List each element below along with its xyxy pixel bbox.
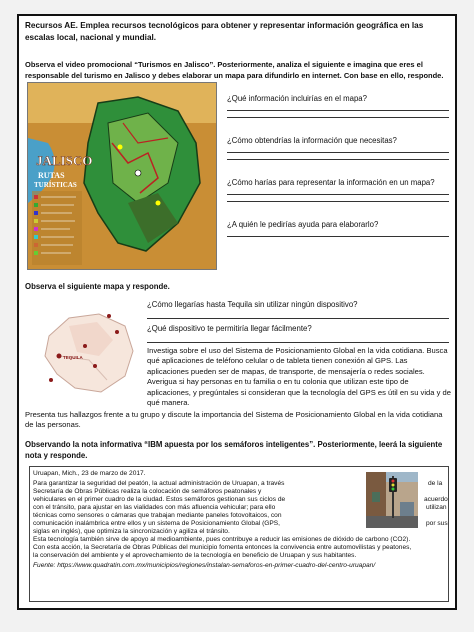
news-line: comunicación inalámbrica entre ellos y un sistema de Posicionamiento Global (GPS, [33,520,281,527]
answer-line[interactable] [227,236,449,237]
answer-line[interactable] [227,152,449,153]
news-line: Secretaría de Obras Públicas realiza la colocación de semáforos peatonales y [33,488,262,495]
answer-line[interactable] [227,201,449,202]
traffic-light-photo [366,472,418,528]
news-side-word: utilizan [426,504,447,511]
intro-heading: Recursos AE. Emplea recursos tecnológicos para obtener y representar información geográfica en las escalas local, nacional y mundial. [25,21,424,42]
map1-subtitle-1: RUTAS [38,171,65,180]
question-3: ¿Cómo harías para representar la información en un mapa? [227,178,435,187]
street-photo-graphic [366,472,418,528]
present-findings-paragraph: Presenta tus hallazgos frente a tu grupo y discute la importancia del Sistema de Posicionamiento Global en la vida cotidiana de las personas. [25,410,443,430]
news-source: Fuente: https://www.quadratin.com.mx/municipios/regiones/instalan-semaforos-en-primer-cuadro-del-centro-uruapan/ [33,562,376,569]
question-2: ¿Cómo obtendrías la información que necesitas? [227,136,397,145]
question-block [227,178,449,220]
answer-line[interactable] [227,159,449,160]
news-line: Esta tecnología también sirve de apoyo al medioambiente, pues contribuye a reducir las emisiones de dióxido de carbono (CO2). [33,536,411,543]
task2-instructions: Observa el siguiente mapa y responde. [25,282,170,291]
question2-2: ¿Qué dispositivo te permitiría llegar fácilmente? [147,324,312,333]
news-dateline: Uruapan, Mich., 23 de marzo de 2017. [33,470,146,477]
jalisco-map-graphic [28,83,216,269]
news-line: técnicas como sensores o cámaras que trabajan mediante paneles fotovoltaicos, con [33,512,282,519]
map1-title: JALISCO [36,153,93,168]
map2-place-label: TEQUILA [63,355,83,360]
answer-line[interactable] [147,318,449,319]
jalisco-tourism-map [27,82,217,270]
question-1: ¿Qué información incluirías en el mapa? [227,94,367,103]
news-line: con el tránsito, para ajustar en las vialidades con más afluencia vehicular; para ello [33,504,276,511]
answer-line[interactable] [227,117,449,118]
news-side-word: acuerdo [424,496,448,503]
news-side-word: de la [428,480,443,487]
answer-line[interactable] [147,342,449,343]
tequila-route-map [29,296,143,406]
question-block [227,136,449,178]
news-line: vehiculares en el primer cuadro de la ciudad. Estos semáforos gestionan sus ciclos de [33,496,286,503]
gps-research-paragraph: Investiga sobre el uso del Sistema de Posicionamiento Global en la vida cotidiana. Busca qué aplicaciones de teléfono celular o de tableta tienen conexión al GPS. Las aplicaciones pueden ser de mapas, de transporte, de mensajería o redes sociales. Averigua si hay personas en tu familia o en tu colonia que utilizan este tipo de aplicaciones, y pregúntales si consideran que la tecnología del GPS es útil en su vida y de qué manera. [147,346,451,408]
answer-line[interactable] [227,110,449,111]
tequila-map-graphic [29,296,143,406]
task1-instructions: Observa el video promocional “Turismos en Jalisco”. Posteriormente, analiza el siguiente e imagina que eres el responsable del turismo en Jalisco y debes elaborar un mapa para difundirlo en internet. Con base en ello, responde. [25,60,444,80]
news-article-box [29,466,449,602]
question-4: ¿A quién le pedirías ayuda para elaborarlo? [227,220,379,229]
news-line: Para garantizar la seguridad del peatón, la actual administración de Uruapan, a través [33,480,285,487]
task3-instructions: Observando la nota informativa “IBM apuesta por los semáforos inteligentes”. Posteriormente, leerá la siguiente nota y responde. [25,440,443,460]
answer-line[interactable] [227,194,449,195]
question-block [227,220,449,262]
map1-subtitle-2: TURÍSTICAS [34,181,77,189]
news-line: la conservación del ambiente y el aprovechamiento de la tecnología en beneficio de Uruapan y sus habitantes. [33,552,357,559]
question2-1: ¿Cómo llegarías hasta Tequila sin utilizar ningún dispositivo? [147,300,358,309]
questions-column [227,94,449,262]
news-line: siglas en inglés), que optimiza la sincronización y agiliza el tránsito. [33,528,230,535]
news-line: Con esta acción, la Secretaría de Obras Públicas del municipio fomenta entonces la convivencia entre automovilistas y peatones, [33,544,412,551]
question-block [227,94,449,136]
news-side-word: por sus [426,520,448,527]
worksheet-page [17,14,457,610]
